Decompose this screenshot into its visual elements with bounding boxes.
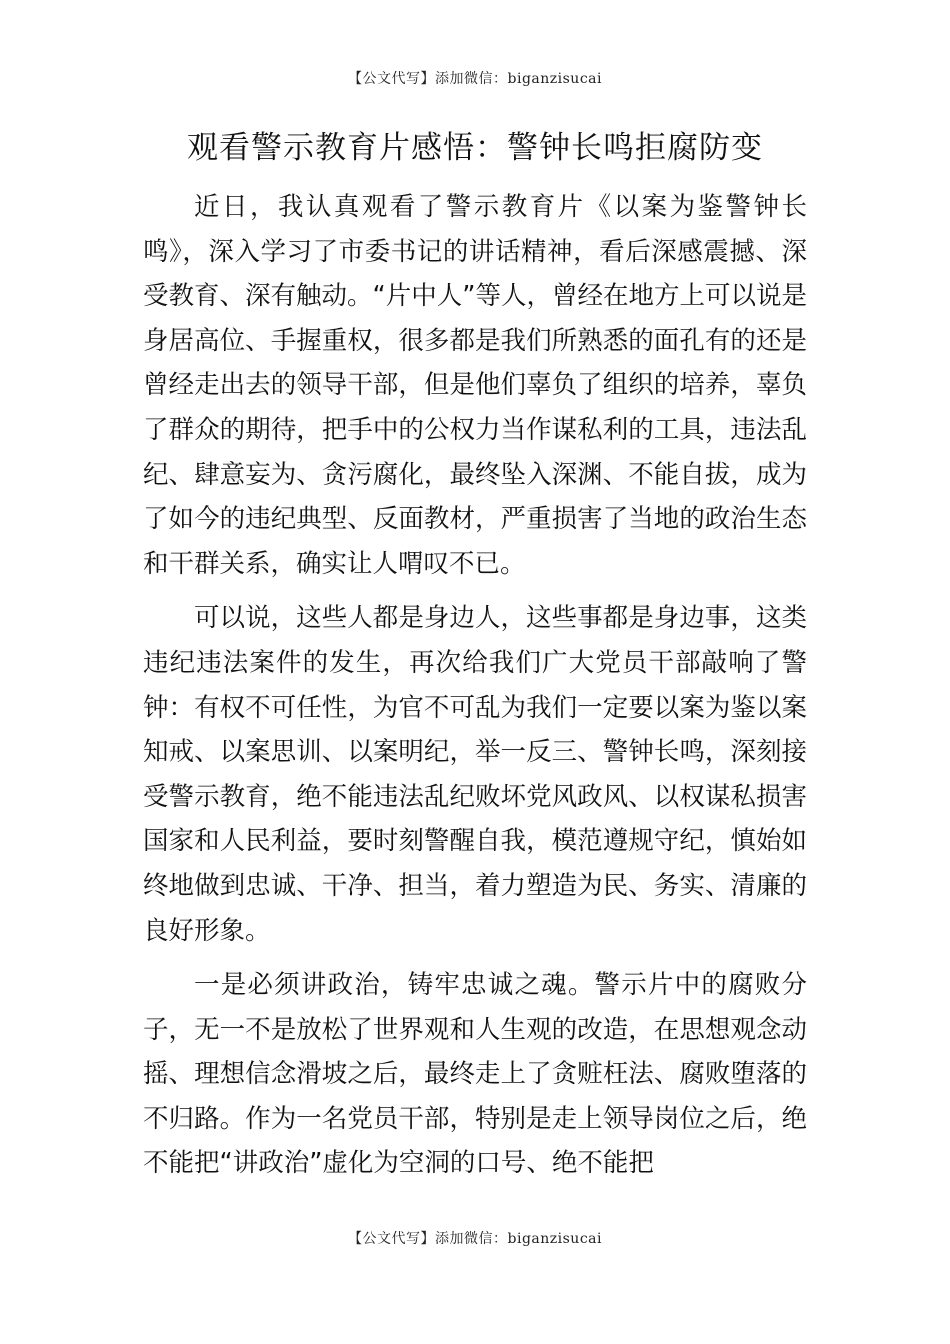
paragraph-2: 可以说，这些人都是身边人，这些事都是身边事，这类违纪违法案件的发生，再次给我们广大党员干部敲响了警钟：有权不可任性，为官不可乱为我们一定要以案为鉴以案知戒、以案思训、以案明纪，举一反三、警钟长鸣，深刻接受警示教育，绝不能违法乱纪败坏党风政风、以权谋私损害国家和人民利益，要时刻警醒自我，模范遵规守纪，慎始如终地做到忠诚、干净、担当，着力塑造为民、务实、清廉的良好形象。 bbox=[143, 603, 807, 946]
page-header: 【公文代写】添加微信：biganzisucai bbox=[348, 71, 602, 87]
page-footer: 【公文代写】添加微信：biganzisucai bbox=[348, 1231, 602, 1247]
paragraph-3: 一是必须讲政治，铸牢忠诚之魂。警示片中的腐败分子，无一不是放松了世界观和人生观的改造，在思想观念动摇、理想信念滑坡之后，最终走上了贪赃枉法、腐败堕落的不归路。作为一名党员干部，特别是走上领导岗位之后，绝不能把“讲政治”虚化为空洞的口号、绝不能把 bbox=[143, 970, 807, 1179]
paragraph-1: 近日，我认真观看了警示教育片《以案为鉴警钟长鸣》，深入学习了市委书记的讲话精神，看后深感震撼、深受教育、深有触动。“片中人”等人，曾经在地方上可以说是身居高位、手握重权，很多都是我们所熟悉的面孔有的还是曾经走出去的领导干部，但是他们辜负了组织的培养，辜负了群众的期待，把手中的公权力当作谋私利的工具，违法乱纪、肆意妄为、贪污腐化，最终坠入深渊、不能自拔，成为了如今的违纪典型、反面教材，严重损害了当地的政治生态和干群关系，确实让人喟叹不已。 bbox=[143, 192, 807, 579]
document-title: 观看警示教育片感悟：警钟长鸣拒腐防变 bbox=[187, 130, 763, 166]
document-body bbox=[143, 185, 807, 1196]
